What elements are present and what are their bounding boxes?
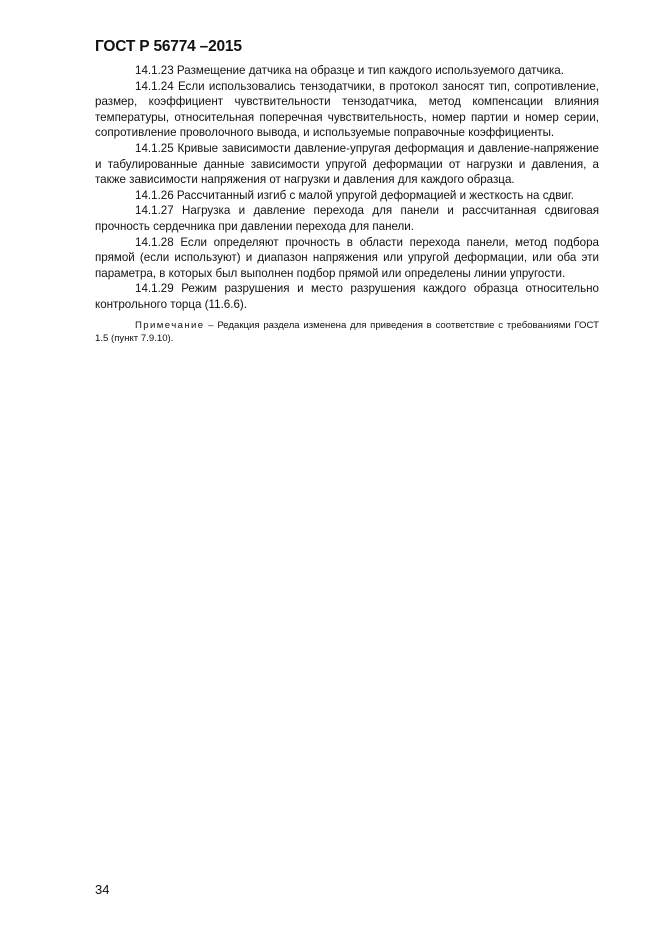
note-text: – Редакция раздела изменена для приведения в соответствие с требованиями ГОСТ 1.5 (пункт 7.9.10).	[95, 319, 599, 344]
paragraph-14-1-26: 14.1.26 Рассчитанный изгиб с малой упругой деформацией и жесткость на сдвиг.	[135, 188, 574, 202]
paragraph-14-1-24: 14.1.24 Если использовались тензодатчики, в протокол заносят тип, сопротивление, размер, коэффициент чувствительности тензодатчика, метод компенсации влияния температуры, относительная поперечная чувствительность, номер партии и номер серии, сопротивление проволочного вывода, и используемые поправочные коэффициенты.	[95, 79, 599, 140]
paragraph-14-1-28: 14.1.28 Если определяют прочность в области перехода панели, метод подбора прямой (если используют) и диапазон напряжения или упругой деформации, или оба эти параметра, в которых был выполнен подбор прямой или определены линии упругости.	[95, 235, 599, 280]
paragraph-14-1-27: 14.1.27 Нагрузка и давление перехода для панели и рассчитанная сдвиговая прочность сердечника при давлении перехода для панели.	[95, 204, 599, 233]
page-number: 34	[95, 882, 110, 897]
document-body	[95, 63, 599, 345]
paragraph-14-1-25: 14.1.25 Кривые зависимости давление-упругая деформация и давление-напряжение и табулированные данные зависимости упругой деформации от нагрузки и давления, а также зависимости напряжения от нагрузки и давления для каждого образца.	[95, 141, 599, 187]
note	[95, 319, 599, 345]
document-header: ГОСТ Р 56774 –2015	[95, 38, 242, 55]
paragraph-14-1-29: 14.1.29 Режим разрушения и место разрушения каждого образца относительно контрольного торца (11.6.6).	[95, 282, 599, 311]
paragraph-14-1-23: 14.1.23 Размещение датчика на образце и тип каждого используемого датчика.	[135, 64, 564, 77]
note-label: Примечание	[135, 319, 205, 331]
